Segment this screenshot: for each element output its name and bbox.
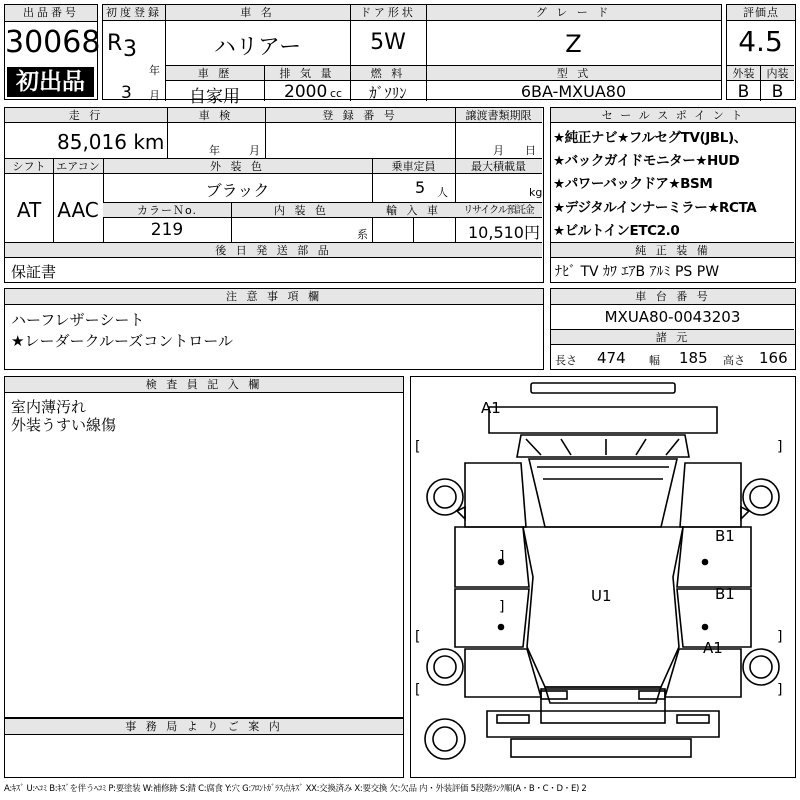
vehicle-info-box (102, 4, 722, 107)
ext-score: B (737, 82, 750, 102)
ext-color-label: 外 装 色 (103, 159, 372, 174)
load-unit: kg (529, 186, 543, 199)
legend: A:ｷｽﾞ U:ﾍｺﾐ B:ｷｽﾞを伴うﾍｺﾐ P:要塗装 W:補修跡 S:錆 C:腐食 Y:穴 G:ﾌﾛﾝﾄｶﾞﾗｽ点ｷｽﾞ XX:交換済み X:要交換 欠:欠品 内・外装評価 5段階ﾗﾝｸ順(A・B・C・D・E) 2 (4, 784, 587, 794)
capacity-unit: 人 (437, 186, 448, 199)
recycle-label: リサイクル預託金 (455, 203, 542, 218)
transfer-day-unit: 日 (525, 144, 536, 157)
first-reg-label: 初度登録 (103, 5, 165, 21)
standard-equip-label: 純 正 装 備 (551, 243, 795, 258)
sales-box (550, 107, 796, 283)
history: 自家用 (189, 87, 240, 107)
inspection-year-unit: 年 (209, 144, 220, 157)
mark-right-rear-fender: A1 (703, 639, 723, 657)
mark-front-bumper: A1 (481, 399, 501, 417)
chassis-number: MXUA80-0043203 (604, 308, 741, 326)
damage-diagram (410, 376, 796, 778)
grade: Z (565, 30, 582, 58)
inspector-line-2: 外装うすい線傷 (11, 416, 117, 434)
reg-year-unit: 年 (149, 64, 160, 77)
bracket-open: [ (415, 629, 421, 645)
int-score: B (771, 82, 784, 102)
sales-line-5: ★ビルトインETC2.0 (553, 223, 680, 239)
disp-unit: cc (330, 87, 343, 100)
mileage-label: 走 行 (5, 108, 167, 123)
capacity: 5 (415, 178, 426, 197)
history-label: 車 歴 (166, 66, 264, 81)
width-label: 幅 (649, 354, 660, 367)
bracket-close: ] (777, 439, 783, 455)
plate-label: 登 録 番 号 (265, 108, 455, 123)
ac-label: エアコン (53, 159, 103, 174)
score-label: 評価点 (727, 5, 795, 21)
ext-score-label: 外装 (727, 66, 760, 81)
mark-right-rear-door: B1 (715, 585, 735, 603)
mark-right-front-door: B1 (715, 527, 735, 545)
bracket-open: [ (415, 439, 421, 455)
reg-month-unit: 月 (149, 89, 160, 102)
notes-line-2: ★レーダークルーズコントロール (11, 332, 233, 350)
inspection-label: 車 検 (167, 108, 265, 123)
bracket-close: ] (777, 682, 783, 698)
sales-line-2: ★バックガイドモニター★HUD (553, 153, 740, 169)
sales-line-4: ★デジタルインナーミラー★RCTA (553, 200, 757, 216)
bracket-close: ] (499, 549, 505, 565)
later-parts-label: 後 日 発 送 部 品 (5, 243, 542, 258)
int-score-label: 内装 (761, 66, 794, 81)
int-color-label: 内 装 色 (231, 203, 372, 218)
sales-line-1: ★純正ナビ★フルセグTV(JBL)、 (553, 130, 747, 146)
height-label: 高さ (723, 354, 745, 367)
reg-year: 3 (123, 37, 137, 62)
score-value: 4.5 (738, 25, 783, 58)
notes-box (4, 288, 544, 370)
grade-label: グ レ ー ド (426, 5, 721, 21)
load-label: 最大積載量 (455, 159, 542, 174)
notes-label: 注 意 事 項 欄 (5, 289, 543, 305)
import-label: 輸 入 車 (372, 203, 455, 218)
shift-label: シフト (5, 159, 53, 174)
car-name: ハリアー (213, 35, 302, 60)
reg-era: R (107, 31, 123, 56)
model-code: 6BA-MXUA80 (520, 82, 627, 101)
door-type: 5W (370, 30, 406, 55)
office-box (4, 718, 404, 778)
width-value: 185 (679, 349, 708, 367)
fuel-label: 燃 料 (350, 66, 426, 81)
detail-box (4, 107, 544, 283)
bracket-close: ] (777, 629, 783, 645)
length-label: 長さ (555, 354, 577, 367)
inspector-box (4, 376, 404, 718)
later-parts: 保証書 (11, 263, 57, 281)
inspector-line-1: 室内薄汚れ (11, 398, 87, 416)
chassis-label: 車 台 番 号 (551, 289, 795, 305)
lot-box (4, 4, 101, 100)
inspector-label: 検 査 員 記 入 欄 (5, 377, 403, 393)
first-listing-badge: 初出品 (7, 67, 94, 97)
capacity-label: 乗車定員 (372, 159, 455, 174)
notes-line-1: ハーフレザーシート (11, 311, 145, 329)
height-value: 166 (759, 349, 788, 367)
inspection-month-unit: 月 (249, 144, 260, 157)
model-label: 型 式 (427, 66, 721, 81)
lot-no-label: 出品番号 (5, 5, 97, 22)
score-box (726, 4, 796, 100)
car-diagram-svg (411, 377, 795, 777)
fuel: ｶﾞｿﾘﾝ (369, 84, 407, 102)
color-no-label: カラーＮo. (103, 203, 231, 218)
displacement: 2000 (284, 82, 328, 102)
shift: AT (16, 198, 42, 222)
reg-month: 3 (121, 83, 132, 103)
bracket-open: [ (415, 682, 421, 698)
disp-label: 排 気 量 (264, 66, 350, 81)
recycle-fee: 10,510円 (468, 223, 540, 242)
sales-line-3: ★パワーバックドア★BSM (553, 176, 713, 192)
int-color-unit: 系 (357, 228, 368, 241)
mileage: 85,016 km (57, 130, 165, 154)
transfer-label: 譲渡書類期限 (455, 108, 542, 123)
door-label: ドア形状 (350, 5, 426, 21)
transfer-month-unit: 月 (493, 144, 504, 157)
sales-points-label: セ ー ル ス ポ イ ン ト (551, 108, 795, 123)
office-label: 事 務 局 よ り ご 案 内 (5, 719, 403, 735)
mark-roof: U1 (591, 587, 612, 605)
dims-label: 諸 元 (551, 330, 795, 345)
color-number: 219 (150, 220, 184, 240)
bracket-close: ] (499, 599, 505, 615)
aircon: AAC (57, 198, 99, 222)
standard-equip: ﾅﾋﾞ TV ｶﾜ ｴｱB ｱﾙﾐ PS PW (555, 264, 720, 280)
chassis-box (550, 288, 796, 370)
lot-number: 30068 (5, 25, 101, 60)
length-value: 474 (597, 349, 626, 367)
car-name-label: 車 名 (165, 5, 350, 21)
ext-color: ブラック (205, 181, 270, 200)
